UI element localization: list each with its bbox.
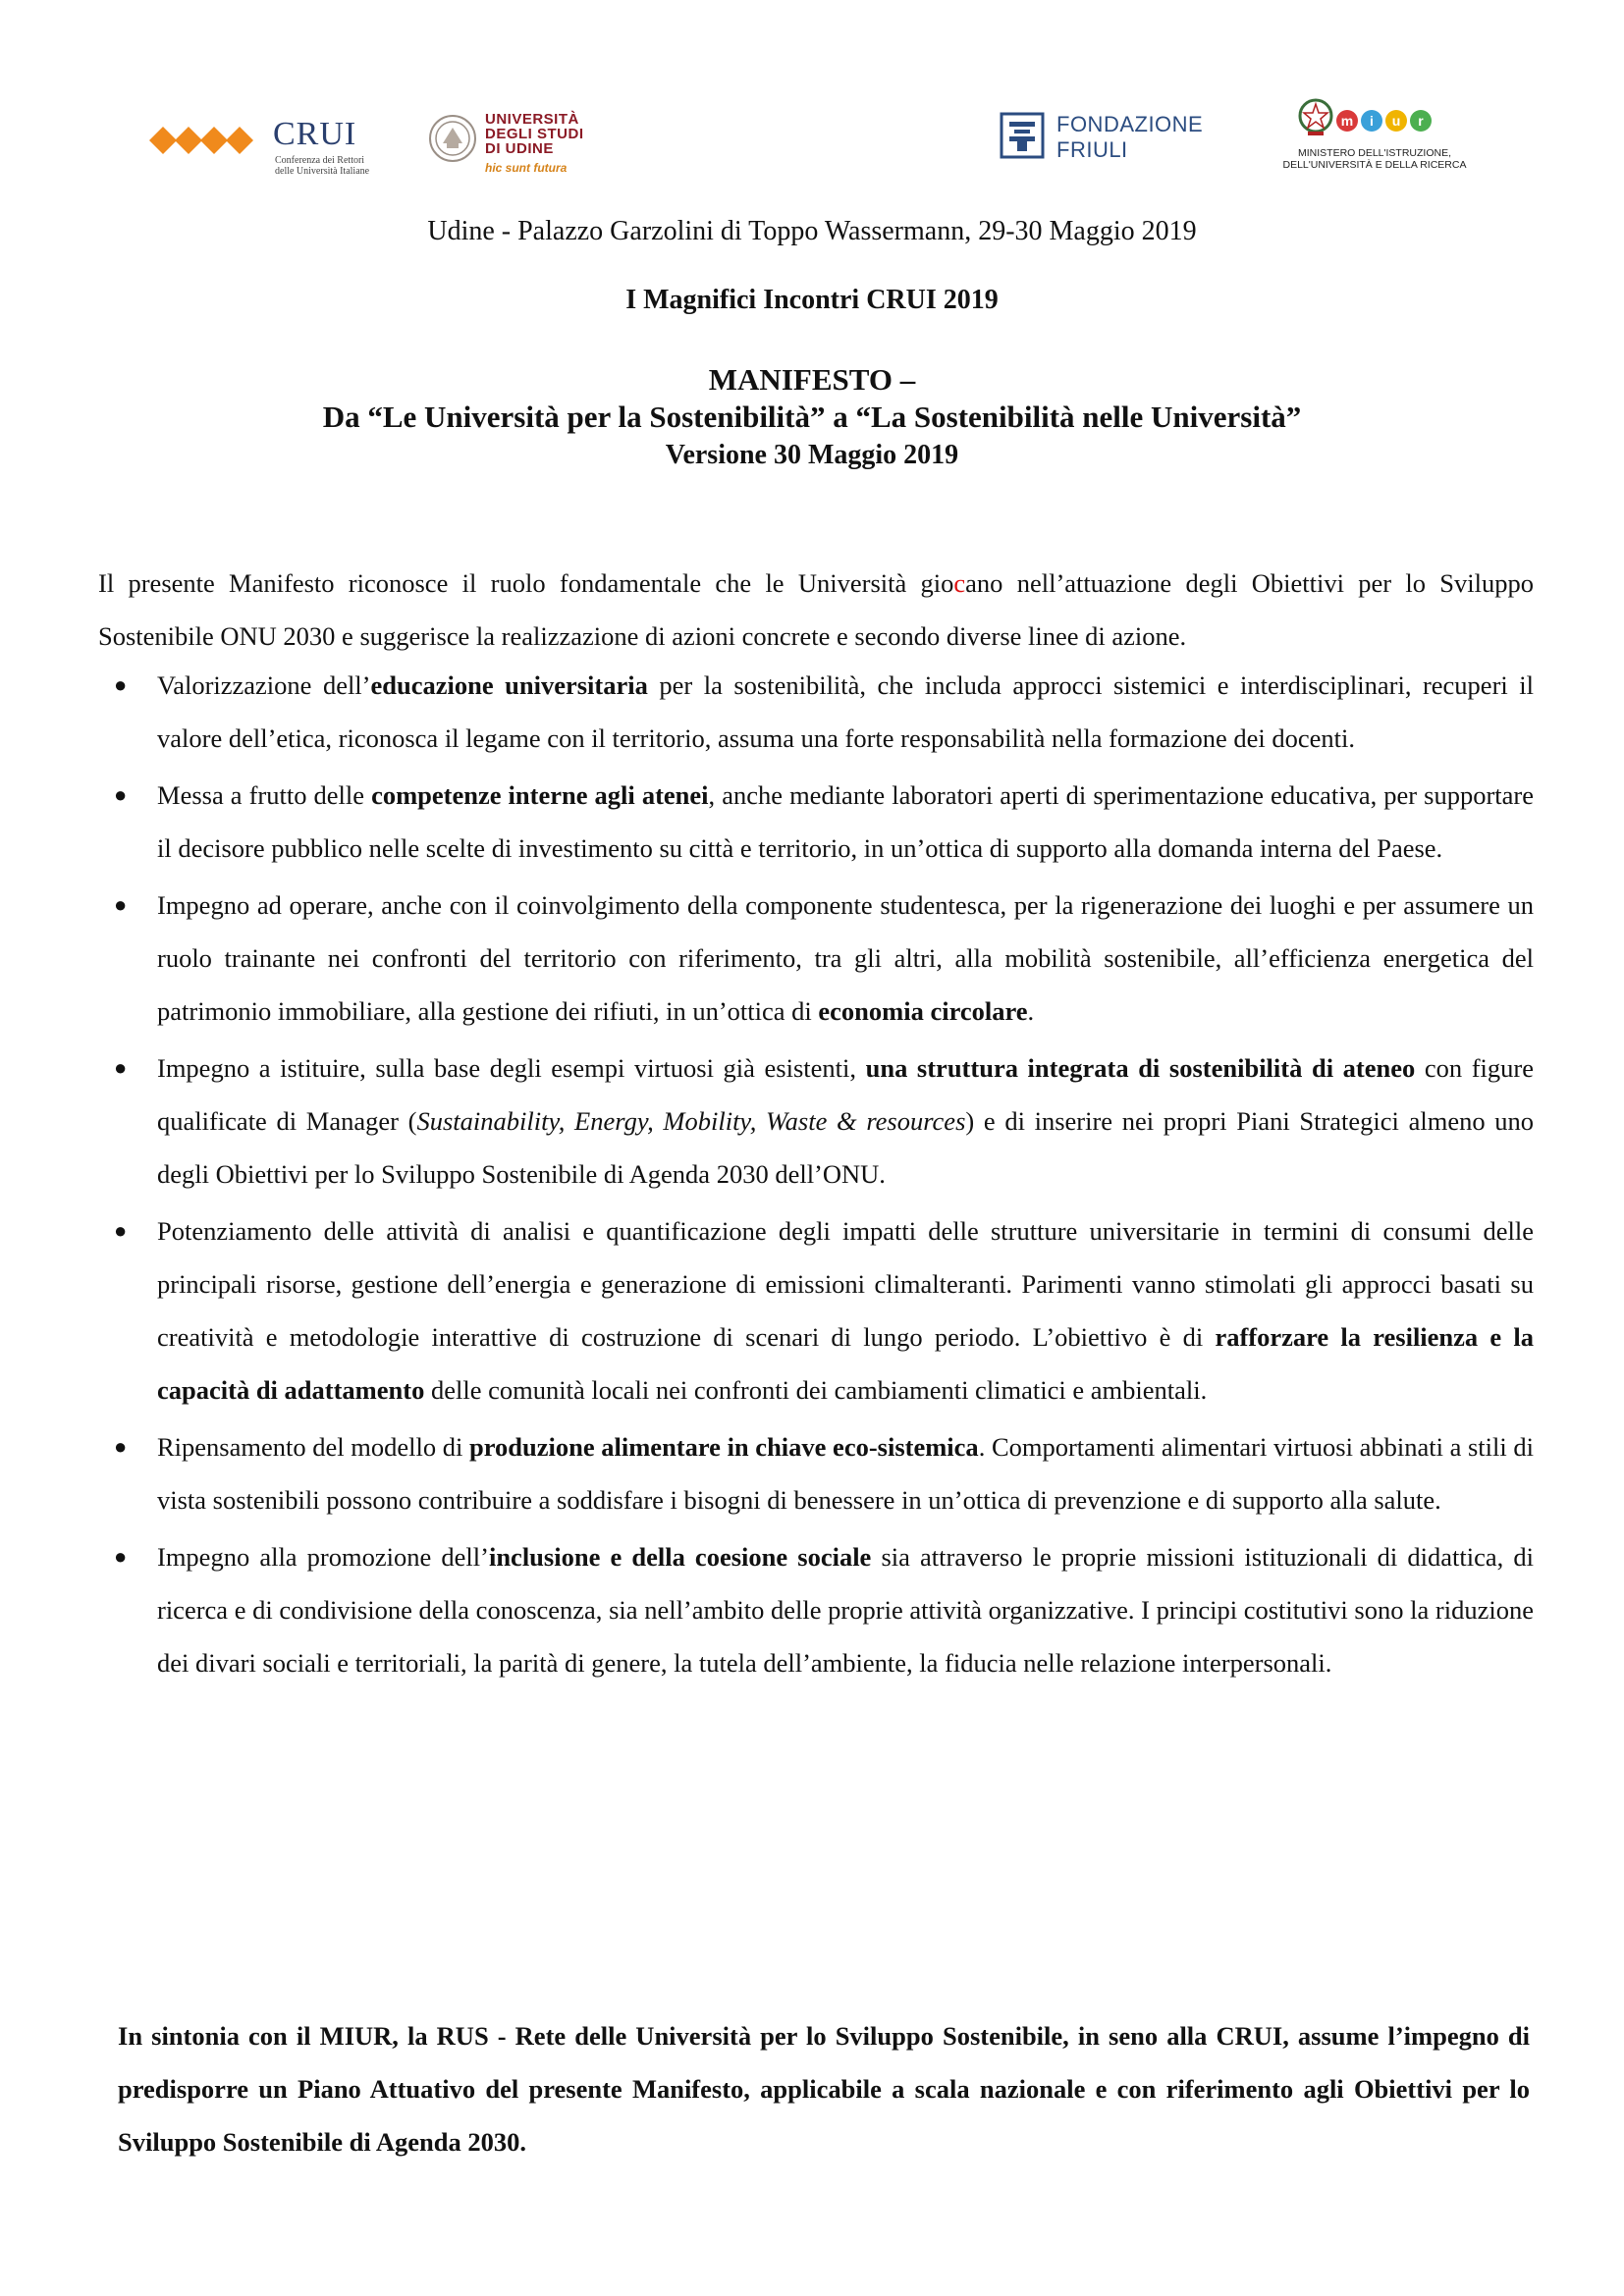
- uniud-motto: hic sunt futura: [485, 161, 568, 175]
- miur-line2: DELL'UNIVERSITÀ E DELLA RICERCA: [1282, 159, 1467, 171]
- closing-paragraph: In sintonia con il MIUR, la RUS - Rete delle Università per lo Sviluppo Sostenibile, in seno alla CRUI, assume l’impegno di predisporre un Piano Attuativo del presente Manifesto, applicabile a scala nazionale e con riferimento agli Obiettivi per lo Sviluppo Sostenibile di Agenda 2030.: [118, 2020, 1530, 2157]
- bullet-icon: ●: [114, 782, 128, 807]
- item-emphasis: competenze interne agli atenei: [371, 780, 709, 810]
- item-text: Potenziamento delle attività di analisi e quantificazione degli impatti delle strutture universitarie in termini di consumi delle principali risorse, gestione dell’energia e generazione di emissioni climalteranti. Parimenti vanno stimolati gli approcci basati su creatività e metodologie interattive di costruzione di scenari di lungo periodo. L’obiettivo è di: [157, 1216, 1534, 1352]
- miur-logo: [1276, 98, 1473, 181]
- list-item: [114, 879, 1534, 1038]
- fondazione-friuli-emblem-icon: [1000, 112, 1045, 159]
- manifesto-title: MANIFESTO –: [708, 362, 916, 397]
- bullet-icon: ●: [114, 1544, 128, 1569]
- item-emphasis: rafforzare la resilienza e la capacità di adattamento: [157, 1322, 1534, 1405]
- crui-sub-line2: delle Università Italiane: [275, 166, 370, 177]
- intro-paragraph: [98, 557, 1534, 663]
- svg-text:m: m: [1340, 113, 1354, 129]
- event-location: Udine - Palazzo Garzolini di Toppo Wassermann, 29-30 Maggio 2019: [427, 216, 1197, 246]
- item-text: . Comportamenti alimentari virtuosi abbinati a stili di vista sostenibili possono contribuire a soddisfare i bisogni di benessere in un’ottica di prevenzione e di supporto alla salute.: [157, 1432, 1535, 1515]
- uniud-line1: UNIVERSITÀ: [485, 111, 579, 128]
- bullet-icon: ●: [114, 1218, 128, 1243]
- list-item: [114, 769, 1534, 875]
- intro-text-end: ano nell’attuazione degli Obiettivi per lo Sviluppo Sostenibile ONU 2030 e suggerisce la realizzazione di azioni concrete e secondo diverse linee di azione.: [98, 567, 1534, 651]
- bullet-icon: ●: [114, 672, 128, 697]
- friuli-line1: FONDAZIONE: [1056, 112, 1204, 136]
- item-text: delle comunità locali nei confronti dei cambiamenti climatici e ambientali.: [424, 1375, 1208, 1405]
- crui-name: CRUI: [273, 116, 357, 152]
- crui-logo: [149, 116, 375, 181]
- uniud-line3: DI UDINE: [485, 140, 554, 157]
- friuli-line2: FRIULI: [1056, 137, 1128, 162]
- item-emphasis: produzione alimentare in chiave eco-sistemica: [469, 1432, 979, 1462]
- list-item: [114, 1041, 1534, 1201]
- item-text: Messa a frutto delle: [157, 780, 372, 810]
- item-emphasis: economia circolare: [818, 996, 1028, 1026]
- svg-text:r: r: [1418, 113, 1424, 129]
- item-text: , anche mediante laboratori aperti di sperimentazione educativa, per supportare il decisore pubblico nelle scelte di investimento su città e territorio, in un’ottica di supporto alla domanda interna del Paese.: [157, 780, 1534, 863]
- item-emphasis: una struttura integrata di sostenibilità di ateneo: [865, 1053, 1416, 1083]
- uniud-logo: [428, 110, 624, 181]
- item-italic: Sustainability, Energy, Mobility, Waste & resources: [416, 1106, 966, 1136]
- manifesto-subtitle: Da “Le Università per la Sostenibilità” a “La Sostenibilità nelle Università”: [322, 400, 1302, 434]
- crui-diamonds-icon: [149, 124, 267, 157]
- bullet-icon: ●: [114, 1055, 128, 1080]
- action-lines-list: [0, 659, 1624, 1693]
- item-text: Ripensamento del modello di: [157, 1432, 469, 1462]
- fondazione-friuli-logo: [1000, 110, 1225, 171]
- uniud-line2: DEGLI STUDI: [485, 126, 584, 142]
- intro-highlight: c: [953, 567, 966, 598]
- uniud-seal-icon: [428, 114, 477, 163]
- svg-text:u: u: [1391, 113, 1401, 129]
- item-emphasis: educazione universitaria: [370, 670, 648, 700]
- item-text: Valorizzazione dell’: [157, 670, 371, 700]
- item-text: ) e di inserire nei propri Piani Strategici almeno uno degli Obiettivi per lo Sviluppo Sostenibile di Agenda 2030 dell’ONU.: [157, 1106, 1534, 1189]
- list-item: [114, 1530, 1534, 1689]
- crui-sub-line1: Conferenza dei Rettori: [275, 155, 365, 166]
- bullet-icon: ●: [114, 892, 128, 917]
- svg-text:i: i: [1370, 113, 1374, 129]
- item-text: per la sostenibilità, che includa approcci sistemici e interdisciplinari, recuperi il valore dell’etica, riconosca il legame con il territorio, assuma una forte responsabilità nella formazione dei docenti.: [157, 670, 1534, 753]
- miur-name: [1276, 147, 1473, 171]
- list-item: [114, 1204, 1534, 1416]
- item-text: con figure qualificate di Manager (: [157, 1053, 1534, 1136]
- intro-text-start: Il presente Manifesto riconosce il ruolo fondamentale che le Università gio: [98, 567, 954, 598]
- miur-acronym-icon: [1335, 108, 1434, 133]
- crui-subtitle: [275, 155, 369, 177]
- miur-line1: MINISTERO DELL'ISTRUZIONE,: [1297, 147, 1452, 159]
- bullet-icon: ●: [114, 1434, 128, 1459]
- italian-republic-emblem-icon: [1298, 98, 1333, 137]
- uniud-name: [485, 112, 584, 156]
- item-text: sia attraverso le proprie missioni istituzionali di didattica, di ricerca e di condivisione della conoscenza, sia nell’ambito delle proprie attività organizzative. I principi costitutivi sono la riduzione dei divari sociali e territoriali, la parità di genere, la tutela dell’ambiente, la fiducia nelle relazione interpersonali.: [157, 1542, 1534, 1678]
- item-emphasis: inclusione e della coesione sociale: [488, 1542, 872, 1572]
- item-text: Impegno alla promozione dell’: [157, 1542, 489, 1572]
- event-title: I Magnifici Incontri CRUI 2019: [625, 285, 999, 315]
- list-item: [114, 659, 1534, 765]
- item-text: .: [1027, 996, 1035, 1026]
- item-text: Impegno ad operare, anche con il coinvolgimento della componente studentesca, per la rigenerazione dei luoghi e per assumere un ruolo trainante nei confronti del territorio con riferimento, tra gli altri, alla mobilità sostenibile, all’efficienza energetica del patrimonio immobiliare, alla gestione dei rifiuti, in un’ottica di: [157, 890, 1534, 1026]
- list-item: [114, 1420, 1535, 1526]
- manifesto-version: Versione 30 Maggio 2019: [665, 440, 959, 470]
- item-text: Impegno a istituire, sulla base degli esempi virtuosi già esistenti,: [157, 1053, 866, 1083]
